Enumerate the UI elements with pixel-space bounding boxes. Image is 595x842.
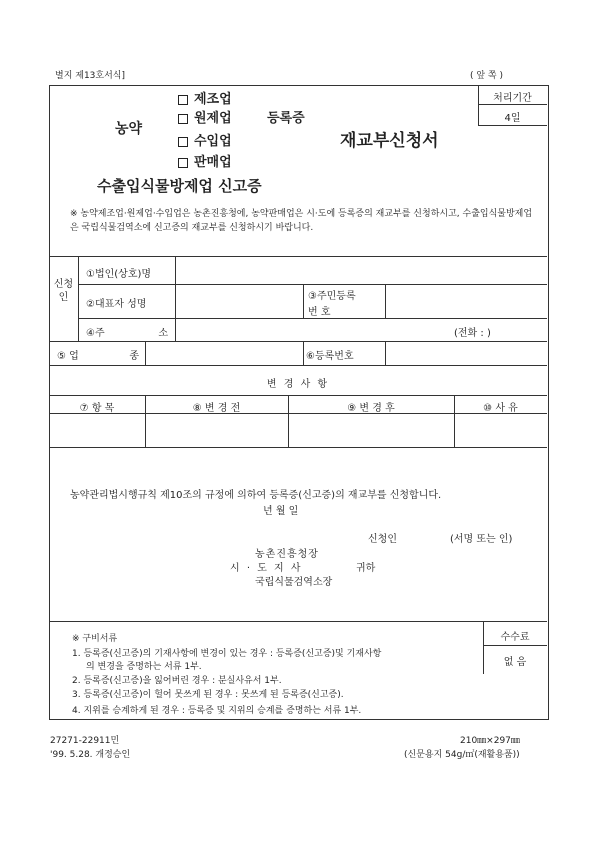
change-reason-input[interactable] bbox=[455, 414, 546, 446]
phone-label: (전화 : ) bbox=[454, 328, 491, 339]
document-item-2: 2. 등록증(신고증)을 잃어버린 경우 : 분실사유서 1부. bbox=[72, 676, 282, 686]
change-before-input[interactable] bbox=[146, 414, 287, 446]
documents-title: ※ 구비서류 bbox=[72, 634, 118, 644]
changes-title: 변 경 사 항 bbox=[266, 379, 330, 390]
side-label: ( 앞 쪽 ) bbox=[470, 71, 503, 81]
col-reason: ⑩ 사 유 bbox=[483, 403, 518, 414]
checkbox-icon bbox=[178, 137, 188, 147]
col-before: ⑧ 변 경 전 bbox=[192, 403, 241, 414]
registration-label: 등록증 bbox=[267, 111, 305, 126]
address-label: ④주 소 bbox=[86, 328, 168, 339]
form-number: 별지 제13호서식] bbox=[55, 71, 125, 81]
date-line: 년 월 일 bbox=[263, 506, 299, 517]
footer-approval: '99. 5.28. 개정승인 bbox=[50, 750, 131, 760]
checkbox-icon bbox=[178, 158, 188, 168]
option-raw-material[interactable]: 원제업 bbox=[178, 107, 232, 126]
option-manufacture[interactable]: 제조업 bbox=[178, 88, 232, 107]
corp-name-label: ①법인(상호)명 bbox=[86, 269, 152, 280]
checkbox-icon bbox=[178, 114, 188, 124]
document-item-1-cont: 의 변경을 증명하는 서류 1부. bbox=[86, 662, 202, 672]
honorific: 귀하 bbox=[356, 563, 376, 574]
document-item-4: 4. 지위를 승계하게 된 경우 : 등록증 및 지위의 승계를 증명하는 서류 1부. bbox=[72, 706, 362, 716]
col-after: ⑨ 변 경 후 bbox=[347, 403, 395, 414]
address-input[interactable] bbox=[176, 319, 436, 340]
footer-size: 210㎜×297㎜ bbox=[460, 736, 520, 746]
sub-title: 수출입식물방제업 신고증 bbox=[97, 177, 262, 195]
applicant-section-label: 신청인 bbox=[53, 279, 74, 303]
processing-period-value: 4일 bbox=[504, 113, 521, 124]
resident-no-label-2: 번 호 bbox=[308, 307, 331, 318]
rep-name-label: ②대표자 성명 bbox=[86, 299, 147, 310]
corp-name-input[interactable] bbox=[176, 257, 546, 283]
business-type-label: ⑤ 업 종 bbox=[57, 351, 139, 362]
recipient-quarantine: 국립식물검역소장 bbox=[255, 577, 333, 588]
processing-period-label: 처리기간 bbox=[493, 93, 532, 104]
rep-name-input[interactable] bbox=[176, 285, 302, 317]
recipient-rda: 농촌진흥청장 bbox=[255, 549, 319, 560]
reg-no-label: ⑥등록번호 bbox=[306, 351, 354, 362]
document-item-3: 3. 등록증(신고증)이 헐어 못쓰게 된 경우 : 못쓰게 된 등록증(신고증). bbox=[72, 690, 344, 700]
change-item-input[interactable] bbox=[50, 414, 144, 446]
applicant-sign-label: 신청인 bbox=[368, 534, 397, 545]
col-item: ⑦ 항 목 bbox=[79, 403, 115, 414]
checkbox-icon bbox=[178, 95, 188, 105]
footer-paper: (신문용지 54g/㎡(재활용품)) bbox=[404, 750, 520, 760]
option-sales[interactable]: 판매업 bbox=[178, 151, 232, 170]
resident-no-input[interactable] bbox=[386, 285, 546, 317]
fee-value: 없 음 bbox=[503, 657, 527, 668]
footer-code: 27271-22911민 bbox=[50, 736, 120, 746]
document-item-1: 1. 등록증(신고증)의 기재사항에 변경이 있는 경우 : 등록증(신고증)및 기재사항 bbox=[72, 649, 382, 659]
main-title: 재교부신청서 bbox=[340, 131, 439, 151]
category-label: 농약 bbox=[115, 121, 143, 137]
business-type-input[interactable] bbox=[146, 342, 302, 364]
recipient-governor: 시 · 도 지 사 bbox=[230, 563, 301, 574]
resident-no-label-1: ③주민등록 bbox=[308, 291, 356, 302]
reg-no-input[interactable] bbox=[386, 342, 546, 364]
statement-text: 농약관리법시행규칙 제10조의 규정에 의하여 등록증(신고증)의 재교부를 신청합니다. bbox=[70, 490, 442, 501]
fee-label: 수수료 bbox=[500, 632, 530, 643]
signature-label: (서명 또는 인) bbox=[450, 534, 513, 545]
change-after-input[interactable] bbox=[289, 414, 453, 446]
option-import[interactable]: 수입업 bbox=[178, 130, 232, 149]
notice-text: ※ 농약제조업·원제업·수입업은 농촌진흥청에, 농약판매업은 시·도에 등록증의 재교부를 신청하시고, 수출입식물방제업은 국립식물검역소에 신고증의 재교부를 신청하시기 바랍니다. bbox=[70, 209, 533, 233]
